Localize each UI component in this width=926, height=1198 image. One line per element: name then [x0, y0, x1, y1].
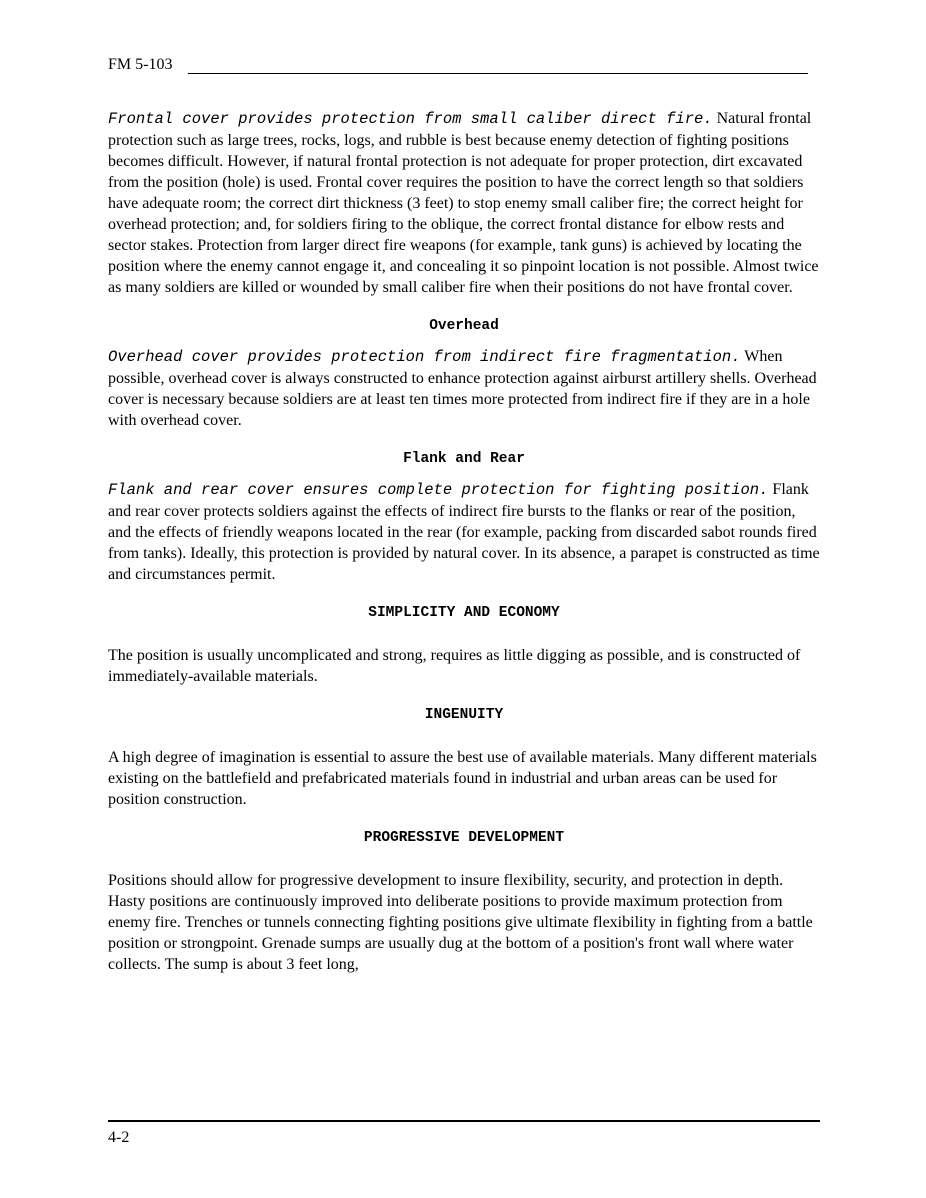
header-rule — [188, 73, 808, 74]
progressive-heading: PROGRESSIVE DEVELOPMENT — [363, 830, 565, 846]
page-body — [108, 108, 820, 975]
ingenuity-paragraph: A high degree of imagination is essential to assure the best use of available materials. Many different materials existing on the battlefield and prefabricated materials found in industrial and urban areas can be used for position construction. — [108, 749, 817, 808]
frontal-cover-text: Natural frontal protection such as large trees, rocks, logs, and rubble is best because enemy detection of fighting positions becomes difficult. However, if natural frontal protection is not adequate for proper protection, dirt excavated from the position (hole) is used. Frontal cover requires the position to have the correct length so that soldiers have adequate room; the correct dirt thickness (3 feet) to stop enemy small caliber fire; the correct height for overhead protection; and, for soldiers firing to the oblique, the correct frontal distance for elbow rests and sector stakes. Protection from larger direct fire weapons (for example, tank guns) is achieved by locating the position where the enemy cannot engage it, and concealing it so pinpoint location is not possible. Almost twice as many soldiers are killed or wounded by small caliber fire when their positions do not have frontal cover. — [108, 110, 819, 296]
simplicity-heading: SIMPLICITY AND ECONOMY — [368, 605, 560, 621]
overhead-text: When possible, overhead cover is always constructed to enhance protection against airburst artillery shells. Overhead cover is necessary because soldiers are at least ten times more protected from indirect fire if they are in a hole with overhead cover. — [108, 348, 817, 429]
footer-rule — [108, 1120, 820, 1122]
frontal-cover-paragraph — [108, 108, 820, 298]
page-number: 4-2 — [108, 1129, 130, 1146]
flank-rear-lead: Flank and rear cover ensures complete protection for fighting position. — [108, 481, 769, 499]
simplicity-paragraph: The position is usually uncomplicated and strong, requires as little digging as possible, and is constructed of immediately-available materials. — [108, 647, 801, 685]
overhead-lead: Overhead cover provides protection from indirect fire fragmentation. — [108, 348, 741, 366]
overhead-paragraph — [108, 346, 820, 431]
page-header — [108, 55, 808, 77]
frontal-cover-lead: Frontal cover provides protection from small caliber direct fire. — [108, 110, 713, 128]
overhead-heading: Overhead — [429, 318, 499, 334]
flank-rear-heading: Flank and Rear — [403, 451, 525, 467]
progressive-paragraph: Positions should allow for progressive development to insure flexibility, security, and protection in depth. Hasty positions are continuously improved into deliberate positions to provide maximum protection from enemy fire. Trenches or tunnels connecting fighting positions give ultimate flexibility in fighting from a battle position or strongpoint. Grenade sumps are usually dug at the bottom of a position's front wall where water collects. The sump is about 3 feet long, — [108, 872, 813, 973]
flank-rear-paragraph — [108, 479, 820, 585]
document-id: FM 5-103 — [108, 56, 173, 73]
flank-rear-text: Flank and rear cover protects soldiers against the effects of indirect fire bursts to the flanks or rear of the position, and the effects of friendly weapons located in the rear (for example, packing from discarded sabot rounds fired from tanks). Ideally, this protection is provided by natural cover. In its absence, a parapet is constructed as time and circumstances permit. — [108, 481, 820, 583]
ingenuity-heading: INGENUITY — [424, 707, 504, 723]
